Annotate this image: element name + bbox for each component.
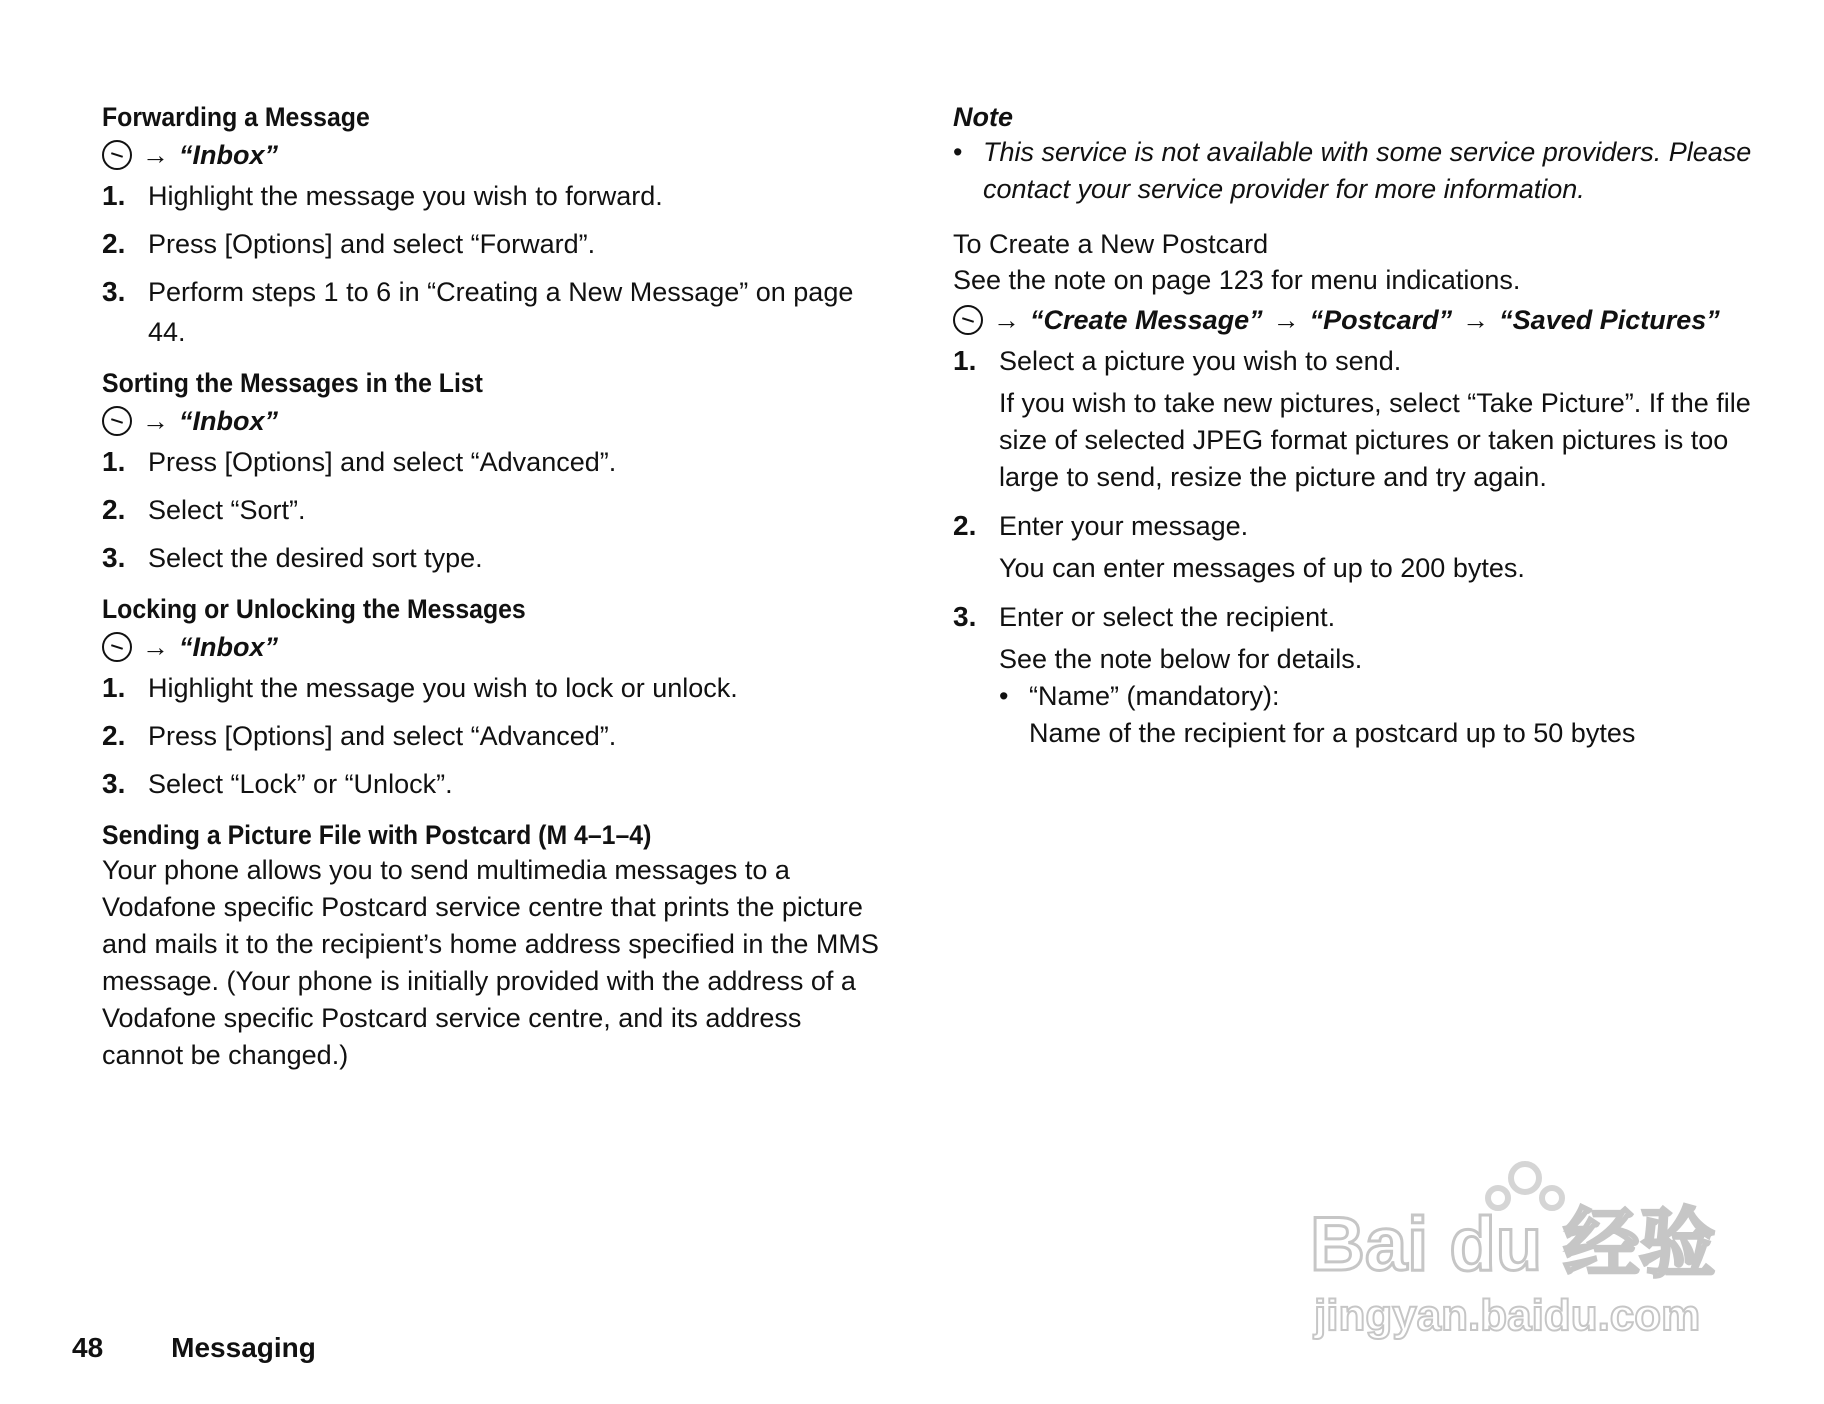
- bullet-icon: •: [953, 137, 963, 167]
- recipient-bullet: [999, 678, 1753, 752]
- step-text: Press [Options] and select “Advanced”.: [148, 721, 617, 751]
- step-item: [102, 224, 882, 264]
- step-item: [953, 341, 1753, 496]
- step-item: [102, 442, 882, 482]
- step-item: [102, 538, 882, 578]
- step-item: [102, 272, 882, 352]
- watermark-url: jingyan.baidu.com: [1314, 1291, 1701, 1340]
- step-number: 2.: [102, 494, 126, 525]
- step-text: Enter or select the recipient.: [999, 602, 1336, 632]
- menu-key-icon: [102, 406, 132, 436]
- section-title: Sending a Picture File with Postcard (M 4–1–4): [102, 820, 652, 850]
- step-text: Highlight the message you wish to forward.: [148, 181, 663, 211]
- note-title: Note: [953, 102, 1013, 132]
- arrow-icon: →: [142, 632, 169, 662]
- menu-path: [102, 400, 882, 442]
- menu-path: [953, 299, 1753, 341]
- menu-path-item: “Inbox”: [179, 632, 278, 662]
- recipient-label: “Name” (mandatory):: [1029, 681, 1280, 711]
- step-text: Perform steps 1 to 6 in “Creating a New Message” on page 44.: [148, 277, 854, 347]
- step-item: [102, 490, 882, 530]
- bullet-icon: •: [999, 681, 1009, 711]
- step-detail: See the note below for details.: [999, 644, 1363, 674]
- steps-list: [102, 176, 882, 352]
- step-item: [953, 597, 1753, 752]
- forwarding-section: [102, 100, 882, 352]
- menu-key-icon: [102, 632, 132, 662]
- sorting-section: [102, 366, 882, 578]
- section-body: Your phone allows you to send multimedia messages to a Vodafone specific Postcard service centre that prints the picture and mails it to the recipient’s home address specified in the MMS message. (Your phone is initially provided with the address of a Vodafone specific Postcard service centre, and its address cannot be changed.): [102, 855, 879, 1070]
- page-number: 48: [72, 1332, 104, 1363]
- note-text: This service is not available with some service providers. Please contact your service provider for more information.: [983, 137, 1752, 204]
- step-item: [953, 506, 1753, 587]
- menu-path-item: “Saved Pictures”: [1499, 305, 1720, 335]
- step-text: Select “Lock” or “Unlock”.: [148, 769, 453, 799]
- step-number: 1.: [102, 180, 126, 211]
- step-text: Press [Options] and select “Forward”.: [148, 229, 596, 259]
- section-title: Forwarding a Message: [102, 102, 370, 132]
- menu-path-item: “Create Message”: [1030, 305, 1263, 335]
- step-number: 1.: [102, 672, 126, 703]
- step-number: 2.: [102, 228, 126, 259]
- step-item: [102, 716, 882, 756]
- step-number: 3.: [102, 768, 126, 799]
- step-number: 2.: [102, 720, 126, 751]
- step-number: 3.: [102, 276, 126, 307]
- steps-list: [953, 341, 1753, 752]
- step-text: Select a picture you wish to send.: [999, 346, 1402, 376]
- menu-key-icon: [102, 140, 132, 170]
- step-detail: If you wish to take new pictures, select “Take Picture”. If the file size of selected JPEG format pictures or taken pictures is too large to send, resize the picture and try again.: [999, 388, 1751, 492]
- arrow-icon: →: [142, 140, 169, 170]
- menu-key-icon: [953, 305, 983, 335]
- step-text: Press [Options] and select “Advanced”.: [148, 447, 617, 477]
- create-postcard-title: To Create a New Postcard: [953, 229, 1269, 259]
- step-text: Highlight the message you wish to lock or unlock.: [148, 673, 738, 703]
- step-number: 3.: [953, 601, 977, 632]
- menu-path: [102, 626, 882, 668]
- arrow-icon: →: [993, 305, 1020, 335]
- section-title: Locking or Unlocking the Messages: [102, 594, 526, 624]
- step-item: [102, 176, 882, 216]
- watermark-logo: Bai du 经验: [1310, 1202, 1716, 1287]
- step-number: 2.: [953, 510, 977, 541]
- arrow-icon: →: [1462, 305, 1490, 335]
- locking-section: [102, 592, 882, 804]
- right-column: [953, 100, 1753, 752]
- menu-path-item: “Inbox”: [179, 406, 278, 436]
- steps-list: [102, 668, 882, 804]
- step-item: [102, 668, 882, 708]
- menu-path: [102, 134, 882, 176]
- section-title: Sorting the Messages in the List: [102, 368, 483, 398]
- page-footer: [72, 1332, 316, 1364]
- step-number: 1.: [102, 446, 126, 477]
- create-postcard-note: See the note on page 123 for menu indications.: [953, 265, 1521, 295]
- recipient-desc: Name of the recipient for a postcard up to 50 bytes: [1029, 718, 1636, 748]
- step-text: Select the desired sort type.: [148, 543, 483, 573]
- arrow-icon: →: [1272, 305, 1300, 335]
- step-text: Select “Sort”.: [148, 495, 306, 525]
- arrow-icon: →: [142, 406, 169, 436]
- left-column: [102, 100, 882, 1088]
- menu-path-item: “Inbox”: [179, 140, 278, 170]
- steps-list: [102, 442, 882, 578]
- baidu-watermark: [1310, 1150, 1730, 1350]
- step-detail: You can enter messages of up to 200 bytes.: [999, 553, 1525, 583]
- step-item: [102, 764, 882, 804]
- step-number: 1.: [953, 345, 977, 376]
- menu-path-item: “Postcard”: [1309, 305, 1453, 335]
- step-number: 3.: [102, 542, 126, 573]
- chapter-title: Messaging: [171, 1332, 316, 1363]
- note-item: [953, 134, 1753, 208]
- postcard-section: [102, 818, 882, 1074]
- step-text: Enter your message.: [999, 511, 1249, 541]
- paw-icon: [1511, 1164, 1539, 1192]
